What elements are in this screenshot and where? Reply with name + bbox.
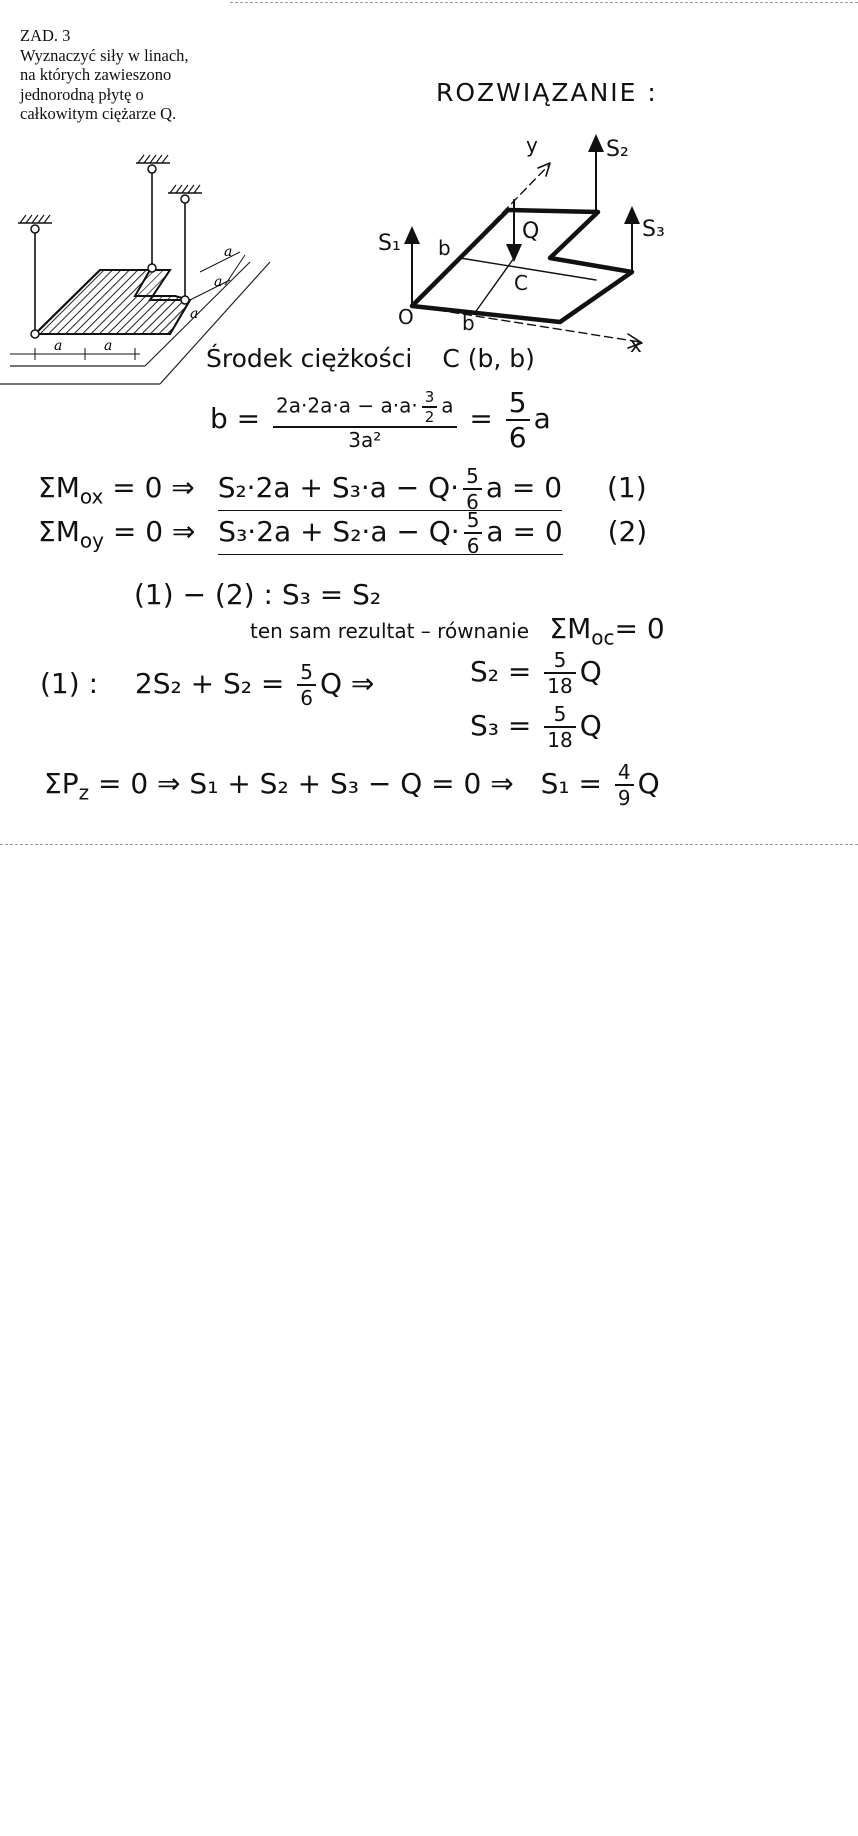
s3-result: S₃ = $\frac{5}{18}$ Q — [470, 702, 602, 752]
label-s2: S₂ — [606, 137, 629, 162]
equation-2: $\Sigma M_{oy} = 0$ ⇒ S₃·2a + S₂·a − Q· $\frac{5}{6}$ a = 0 (2) — [38, 508, 648, 558]
s2-result: S₂ = $\frac{5}{18}$ Q — [470, 648, 602, 698]
label-x: x — [630, 333, 642, 357]
problem-line-3: jednorodną płytę o — [20, 84, 144, 104]
b-lhs: b = — [210, 402, 261, 435]
centroid-line — [206, 344, 535, 373]
label-y: y — [526, 133, 538, 157]
dim-a-2: a — [104, 338, 113, 354]
dim-a-4: a — [224, 244, 233, 260]
label-b-left: b — [438, 236, 451, 260]
problem-line-2: na których zawieszono — [20, 65, 172, 84]
label-s1: S₁ — [378, 231, 401, 256]
centroid-label: Środek ciężkości — [206, 344, 413, 373]
label-b-bottom: b — [462, 311, 475, 335]
problem-title: ZAD. 3 — [20, 26, 71, 45]
difference-line: (1) − (2) : S₃ = S₂ — [134, 578, 382, 611]
same-result-line: ten sam rezultat – równanie $\Sigma M_{oc}= 0$ — [250, 612, 665, 650]
label-o: O — [398, 305, 414, 329]
solution-heading: ROZWIĄZANIE : — [436, 78, 658, 107]
dim-a-3: a — [214, 274, 223, 290]
equation-3: (1) : 2S₂ + S₂ = $\frac{5}{6}$ Q ⇒ — [40, 660, 375, 710]
final-equation: $\Sigma P_z = 0$ ⇒ S₁ + S₂ + S₃ − Q = 0 ⇒ S₁ = $\frac{4}{9}$ Q — [44, 760, 660, 810]
centroid-point: C (b, b) — [442, 344, 535, 373]
label-c: C — [514, 271, 528, 295]
problem-line-1: Wyznaczyć siły w linach, — [20, 45, 189, 65]
dim-a-1: a — [54, 338, 63, 354]
equation-1: $\Sigma M_{ox} = 0$ ⇒ S₂·2a + S₃·a − Q· $\frac{5}{6}$ a = 0 (1) — [38, 464, 647, 514]
b-formula: b = 2a·2a·a − a·a· $\frac{3}{2}$ a 3a² = $\frac{5}{6}$ a — [210, 386, 551, 454]
b-fraction: 2a·2a·a − a·a· $\frac{3}{2}$ a 3a² — [273, 388, 456, 452]
problem-line-4: całkowitym ciężarze Q. — [20, 104, 177, 123]
b-result-fraction: $\frac{5}{6}$ — [506, 386, 530, 454]
label-q: Q — [522, 219, 540, 244]
label-s3: S₃ — [642, 217, 665, 242]
dim-a-5: a — [190, 306, 199, 322]
